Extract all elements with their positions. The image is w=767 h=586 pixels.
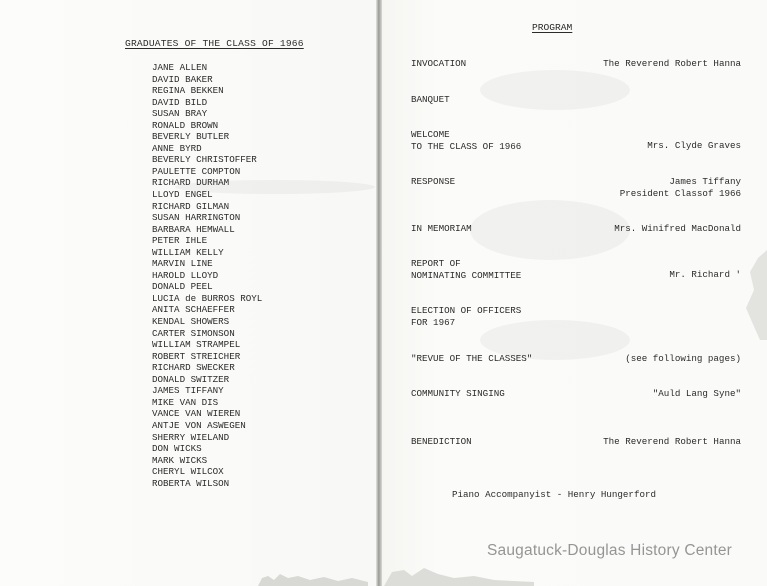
graduate-name: BEVERLY CHRISTOFFER xyxy=(152,154,257,166)
graduate-name: MARVIN LINE xyxy=(152,258,213,270)
bleed-through-mark xyxy=(480,70,630,110)
graduate-name: DONALD SWITZER xyxy=(152,373,230,385)
graduate-name: RICHARD SWECKER xyxy=(152,362,235,374)
program-item-label: ELECTION OF OFFICERS FOR 1967 xyxy=(411,305,522,328)
graduate-name: LUCIA de BURROS ROYL xyxy=(152,292,263,304)
graduate-name: PAULETTE COMPTON xyxy=(152,165,241,177)
graduate-name: KENDAL SHOWERS xyxy=(152,316,230,328)
program-item-presenter: James Tiffany President Classof 1966 xyxy=(619,176,741,199)
graduates-heading: GRADUATES OF THE CLASS OF 1966 xyxy=(125,38,304,49)
graduate-name: DON WICKS xyxy=(152,443,202,455)
graduate-name: DAVID BILD xyxy=(152,96,208,108)
graduate-name: RICHARD DURHAM xyxy=(152,177,230,189)
program-item-presenter: Mrs. Winifred MacDonald xyxy=(614,223,741,234)
program-item-label: INVOCATION xyxy=(411,58,467,69)
graduate-name: ANNE BYRD xyxy=(152,142,202,154)
program-item-label: REPORT OF NOMINATING COMMITTEE xyxy=(411,258,522,281)
graduate-name: RICHARD GILMAN xyxy=(152,200,230,212)
graduate-name: SHERRY WIELAND xyxy=(152,431,230,443)
program-item-presenter: The Reverend Robert Hanna xyxy=(603,58,741,69)
torn-edge xyxy=(258,564,368,586)
graduate-name: WILLIAM STRAMPEL xyxy=(152,339,241,351)
program-item-presenter: Mrs. Clyde Graves xyxy=(647,140,741,151)
graduate-name: JANE ALLEN xyxy=(152,62,208,73)
graduate-name: REGINA BEKKEN xyxy=(152,85,224,97)
program-item-label: IN MEMORIAM xyxy=(411,223,472,234)
program-item-label: BENEDICTION xyxy=(411,436,472,447)
graduate-name: SUSAN BRAY xyxy=(152,108,208,120)
graduate-name: ANTJE VON ASWEGEN xyxy=(152,419,246,431)
graduate-name: HAROLD LLOYD xyxy=(152,269,219,281)
program-item-label: BANQUET xyxy=(411,94,450,105)
graduate-name: ROBERTA WILSON xyxy=(152,477,230,489)
accompanist-line: Piano Accompanyist - Henry Hungerford xyxy=(452,489,656,500)
graduate-name: CARTER SIMONSON xyxy=(152,327,235,339)
watermark: Saugatuck-Douglas History Center xyxy=(487,542,733,559)
bleed-through-mark xyxy=(470,200,630,260)
graduate-name: ANITA SCHAEFFER xyxy=(152,304,235,316)
program-item-presenter: The Reverend Robert Hanna xyxy=(603,436,741,447)
graduate-name: RONALD BROWN xyxy=(152,119,219,131)
graduate-name: BARBARA HEMWALL xyxy=(152,223,235,235)
page-fold xyxy=(376,0,382,586)
program-item-label: "REVUE OF THE CLASSES" xyxy=(411,353,533,364)
graduate-name: BEVERLY BUTLER xyxy=(152,131,230,143)
graduate-name: VANCE VAN WIEREN xyxy=(152,408,241,420)
graduate-name: DONALD PEEL xyxy=(152,281,213,293)
graduate-name: ROBERT STREICHER xyxy=(152,350,241,362)
program-item-presenter: Mr. Richard ' xyxy=(669,269,741,280)
program-item-presenter: "Auld Lang Syne" xyxy=(652,388,741,399)
program-item-label: COMMUNITY SINGING xyxy=(411,388,505,399)
graduate-name: CHERYL WILCOX xyxy=(152,466,224,478)
torn-corner xyxy=(720,250,767,340)
graduate-name: SUSAN HARRINGTON xyxy=(152,212,241,224)
program-item-presenter: (see following pages) xyxy=(625,353,741,364)
graduate-name: WILLIAM KELLY xyxy=(152,246,224,258)
graduate-name: MIKE VAN DIS xyxy=(152,396,219,408)
graduate-name: JAMES TIFFANY xyxy=(152,385,224,397)
program-title: PROGRAM xyxy=(532,22,573,33)
program-item-label: RESPONSE xyxy=(411,176,456,187)
graduate-name: LLOYD ENGEL xyxy=(152,189,213,201)
graduate-name: DAVID BAKER xyxy=(152,73,213,85)
graduate-name: PETER IHLE xyxy=(152,235,208,247)
graduate-name: MARK WICKS xyxy=(152,454,208,466)
program-item-label: WELCOME TO THE CLASS OF 1966 xyxy=(411,129,522,152)
graduates-list xyxy=(152,62,262,489)
